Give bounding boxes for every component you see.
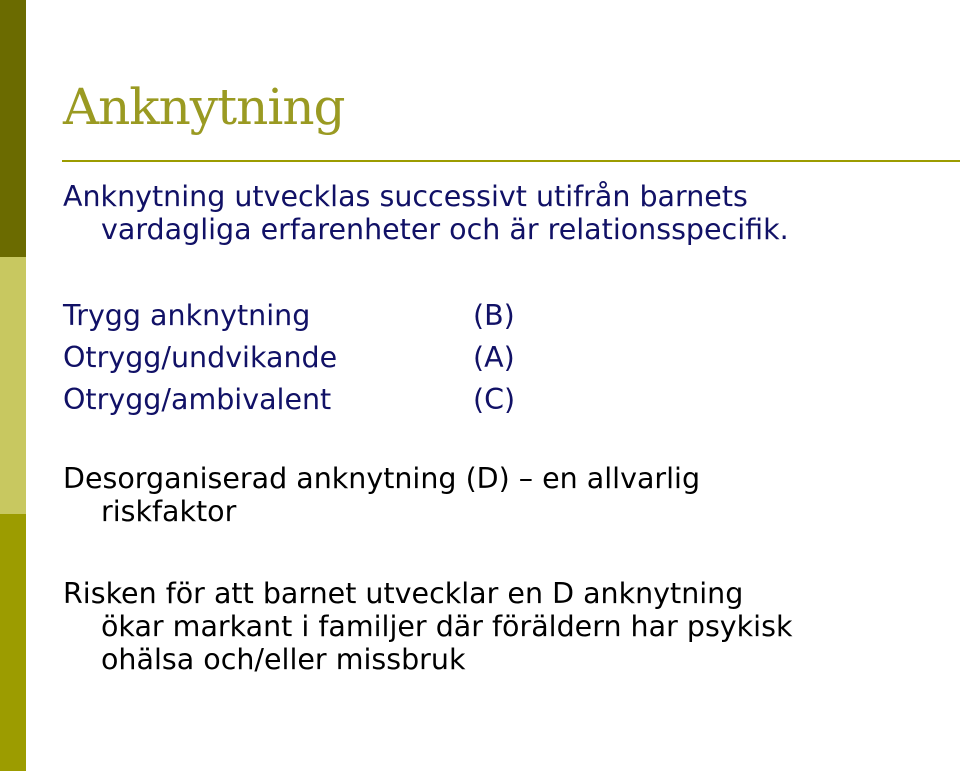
side-bar-bottom xyxy=(0,514,26,771)
disorganized-line-2: riskfaktor xyxy=(101,495,237,528)
side-bar-middle xyxy=(0,257,26,514)
slide-title: Anknytning xyxy=(63,78,345,136)
attachment-type-code: (C) xyxy=(473,382,516,416)
attachment-type-name: Otrygg/ambivalent xyxy=(63,382,332,416)
disorganized-paragraph xyxy=(63,462,953,528)
attachment-type-code: (B) xyxy=(473,298,515,332)
title-divider xyxy=(62,160,960,162)
attachment-type-row xyxy=(63,336,515,378)
intro-line-1: Anknytning utvecklas successivt utifrån barnets xyxy=(63,180,748,213)
attachment-type-code: (A) xyxy=(473,340,515,374)
attachment-type-row xyxy=(63,378,515,420)
side-bar-top xyxy=(0,0,26,257)
risk-paragraph xyxy=(63,577,953,676)
intro-paragraph xyxy=(63,180,953,246)
disorganized-line-1: Desorganiserad anknytning (D) – en allvarlig xyxy=(63,462,701,495)
attachment-type-name: Otrygg/undvikande xyxy=(63,340,338,374)
attachment-type-row xyxy=(63,294,515,336)
attachment-type-name: Trygg anknytning xyxy=(63,298,311,332)
risk-line-2: ökar markant i familjer där föräldern har psykisk xyxy=(101,610,793,643)
risk-line-3: ohälsa och/eller missbruk xyxy=(101,643,466,676)
risk-line-1: Risken för att barnet utvecklar en D anknytning xyxy=(63,577,744,610)
intro-line-2: vardagliga erfarenheter och är relationsspecifik. xyxy=(101,213,789,246)
attachment-types-list xyxy=(63,294,515,420)
